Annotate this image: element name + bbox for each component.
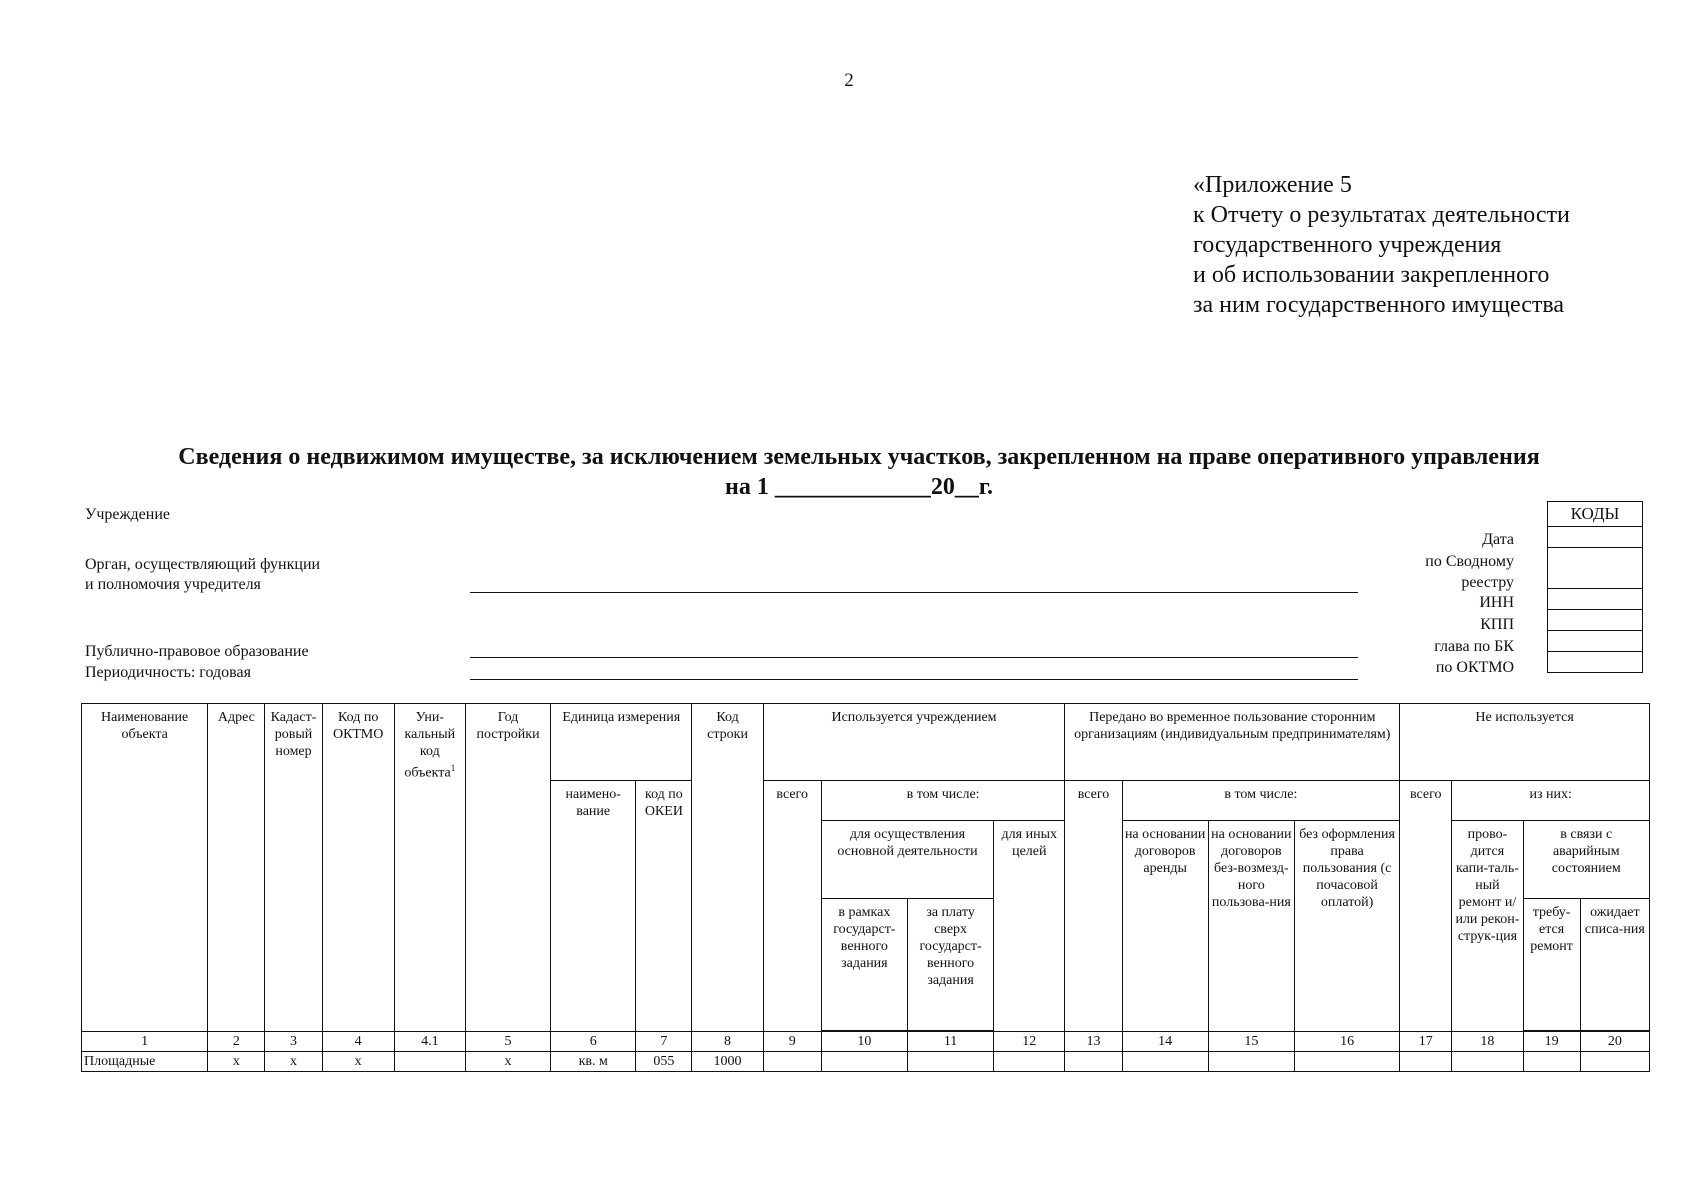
col-header-year-built: Год постройки (465, 704, 550, 1032)
col-number: 6 (551, 1032, 636, 1052)
col-header-unit-name: наимено-вание (551, 781, 636, 1032)
col-header-used: Используется учреждением (763, 704, 1065, 781)
table-cell[interactable] (1122, 1052, 1208, 1072)
col-number: 17 (1400, 1032, 1452, 1052)
col-number: 7 (636, 1032, 692, 1052)
title-date-line: на 1 _____________20__г. (724, 474, 994, 500)
col-header-emergency: в связи с аварийным состоянием (1523, 821, 1649, 899)
col-number: 10 (821, 1032, 907, 1052)
col-header-no-rights: без оформления права пользования (с почасовой оплатой) (1294, 821, 1399, 1032)
col-header-address: Адрес (208, 704, 265, 1032)
col-header-main-activity: для осуществления основной деятельности (821, 821, 993, 899)
col-header-paid-over: за плату сверх государст-венного задания (907, 899, 993, 1031)
table-cell[interactable]: x (265, 1052, 322, 1072)
institution-label: Учреждение (85, 506, 170, 523)
table-cell[interactable] (994, 1052, 1065, 1072)
code-cell-bk[interactable] (1548, 631, 1643, 652)
col-number: 18 (1452, 1032, 1523, 1052)
col-header-other-purposes: для иных целей (994, 821, 1065, 1032)
table-cell[interactable] (394, 1052, 465, 1072)
appendix-reference (1193, 170, 1570, 320)
unique-code-text: Уни-кальный код объекта (404, 710, 456, 781)
registry-label-line1: по Сводному (1425, 553, 1514, 570)
property-table (81, 703, 1650, 1072)
founder-fill-line[interactable] (470, 592, 1358, 593)
col-header-needs-repair: требу-ется ремонт (1523, 899, 1580, 1031)
col-header-awaiting: ожидает списа-ния (1580, 899, 1649, 1031)
table-cell[interactable] (1065, 1052, 1122, 1072)
table-cell[interactable] (1452, 1052, 1523, 1072)
col-number: 20 (1580, 1032, 1649, 1052)
registry-label-line2: реестру (1461, 574, 1514, 591)
col-header-unit: Единица измерения (551, 704, 692, 781)
title-line: Сведения о недвижимом имуществе, за исключением земельных участков, закрепленном на праве оперативного управления (178, 444, 1540, 470)
date-label: Дата (1482, 531, 1514, 548)
municipality-fill-line[interactable] (470, 657, 1358, 658)
founder-label-line2: и полномочия учредителя (85, 576, 261, 593)
col-header-unique-code (394, 704, 465, 1032)
col-header-transferred-including: в том числе: (1122, 781, 1400, 821)
col-header-transferred-total: всего (1065, 781, 1122, 1032)
appendix-line: «Приложение 5 (1193, 172, 1352, 198)
col-header-state-task: в рамках государст-венного задания (821, 899, 907, 1031)
col-header-oktmo: Код по ОКТМО (322, 704, 394, 1032)
appendix-line: и об использовании закрепленного (1193, 262, 1550, 288)
table-cell[interactable]: x (322, 1052, 394, 1072)
col-header-transferred: Передано во временное пользование сторонним организациям (индивидуальным предпринимателям) (1065, 704, 1400, 781)
col-header-okei: код по ОКЕИ (636, 781, 692, 1032)
col-header-used-including: в том числе: (821, 781, 1065, 821)
table-cell[interactable] (1294, 1052, 1399, 1072)
founder-label-line1: Орган, осуществляющий функции (85, 556, 321, 573)
table-cell[interactable]: x (465, 1052, 550, 1072)
table-cell[interactable] (1523, 1052, 1580, 1072)
col-header-used-total: всего (763, 781, 821, 1032)
footnote-ref: 1 (450, 763, 456, 773)
col-header-notused-total: всего (1400, 781, 1452, 1032)
code-cell-registry[interactable] (1548, 548, 1643, 589)
table-cell[interactable] (1208, 1052, 1294, 1072)
col-number: 13 (1065, 1032, 1122, 1052)
col-number: 11 (907, 1032, 993, 1052)
col-number: 3 (265, 1032, 322, 1052)
code-cell-oktmo[interactable] (1548, 652, 1643, 673)
table-cell[interactable]: кв. м (551, 1052, 636, 1072)
col-header-line-code: Код строки (692, 704, 763, 1032)
col-number: 19 (1523, 1032, 1580, 1052)
row-name-cell[interactable]: Площадные (82, 1052, 208, 1072)
table-cell[interactable]: 055 (636, 1052, 692, 1072)
col-header-repair: прово-дится капи-таль-ный ремонт и/или рекон-струк-ция (1452, 821, 1523, 1032)
col-number: 4.1 (394, 1032, 465, 1052)
oktmo-label: по ОКТМО (1435, 659, 1514, 676)
document-title (60, 442, 1658, 502)
appendix-line: к Отчету о результатах деятельности (1193, 202, 1570, 228)
col-number: 14 (1122, 1032, 1208, 1052)
municipality-label: Публично-правовое образование (85, 643, 309, 660)
appendix-line: за ним государственного имущества (1193, 292, 1565, 318)
inn-label: ИНН (1479, 594, 1514, 611)
col-number: 15 (1208, 1032, 1294, 1052)
code-cell-inn[interactable] (1548, 589, 1643, 610)
col-number: 2 (208, 1032, 265, 1052)
col-header-of-them: из них: (1452, 781, 1650, 821)
codes-header: КОДЫ (1548, 502, 1643, 527)
code-cell-date[interactable] (1548, 527, 1643, 548)
col-number: 4 (322, 1032, 394, 1052)
col-header-cadastral: Кадаст-ровый номер (265, 704, 322, 1032)
col-header-name: Наименование объекта (82, 704, 208, 1032)
periodicity-label: Периодичность: годовая (85, 664, 251, 681)
appendix-line: государственного учреждения (1193, 232, 1502, 258)
table-cell[interactable] (907, 1052, 993, 1072)
table-row (82, 1052, 1650, 1072)
table-cell[interactable]: x (208, 1052, 265, 1072)
col-number: 12 (994, 1032, 1065, 1052)
table-cell[interactable]: 1000 (692, 1052, 763, 1072)
col-number: 16 (1294, 1032, 1399, 1052)
table-cell[interactable] (821, 1052, 907, 1072)
col-number: 9 (763, 1032, 821, 1052)
col-number: 8 (692, 1032, 763, 1052)
col-number: 1 (82, 1032, 208, 1052)
code-cell-kpp[interactable] (1548, 610, 1643, 631)
kpp-label: КПП (1480, 616, 1514, 633)
col-number: 5 (465, 1032, 550, 1052)
periodicity-fill-line[interactable] (470, 679, 1358, 680)
codes-box (1547, 501, 1643, 673)
col-header-not-used: Не используется (1400, 704, 1650, 781)
col-header-free-use: на основании договоров без-возмезд-ного пользова-ния (1208, 821, 1294, 1032)
col-header-lease: на основании договоров аренды (1122, 821, 1208, 1032)
page-number: 2 (844, 70, 854, 91)
bk-chapter-label: глава по БК (1434, 638, 1514, 655)
table-cell[interactable] (1580, 1052, 1649, 1072)
table-cell[interactable] (1400, 1052, 1452, 1072)
table-cell[interactable] (763, 1052, 821, 1072)
